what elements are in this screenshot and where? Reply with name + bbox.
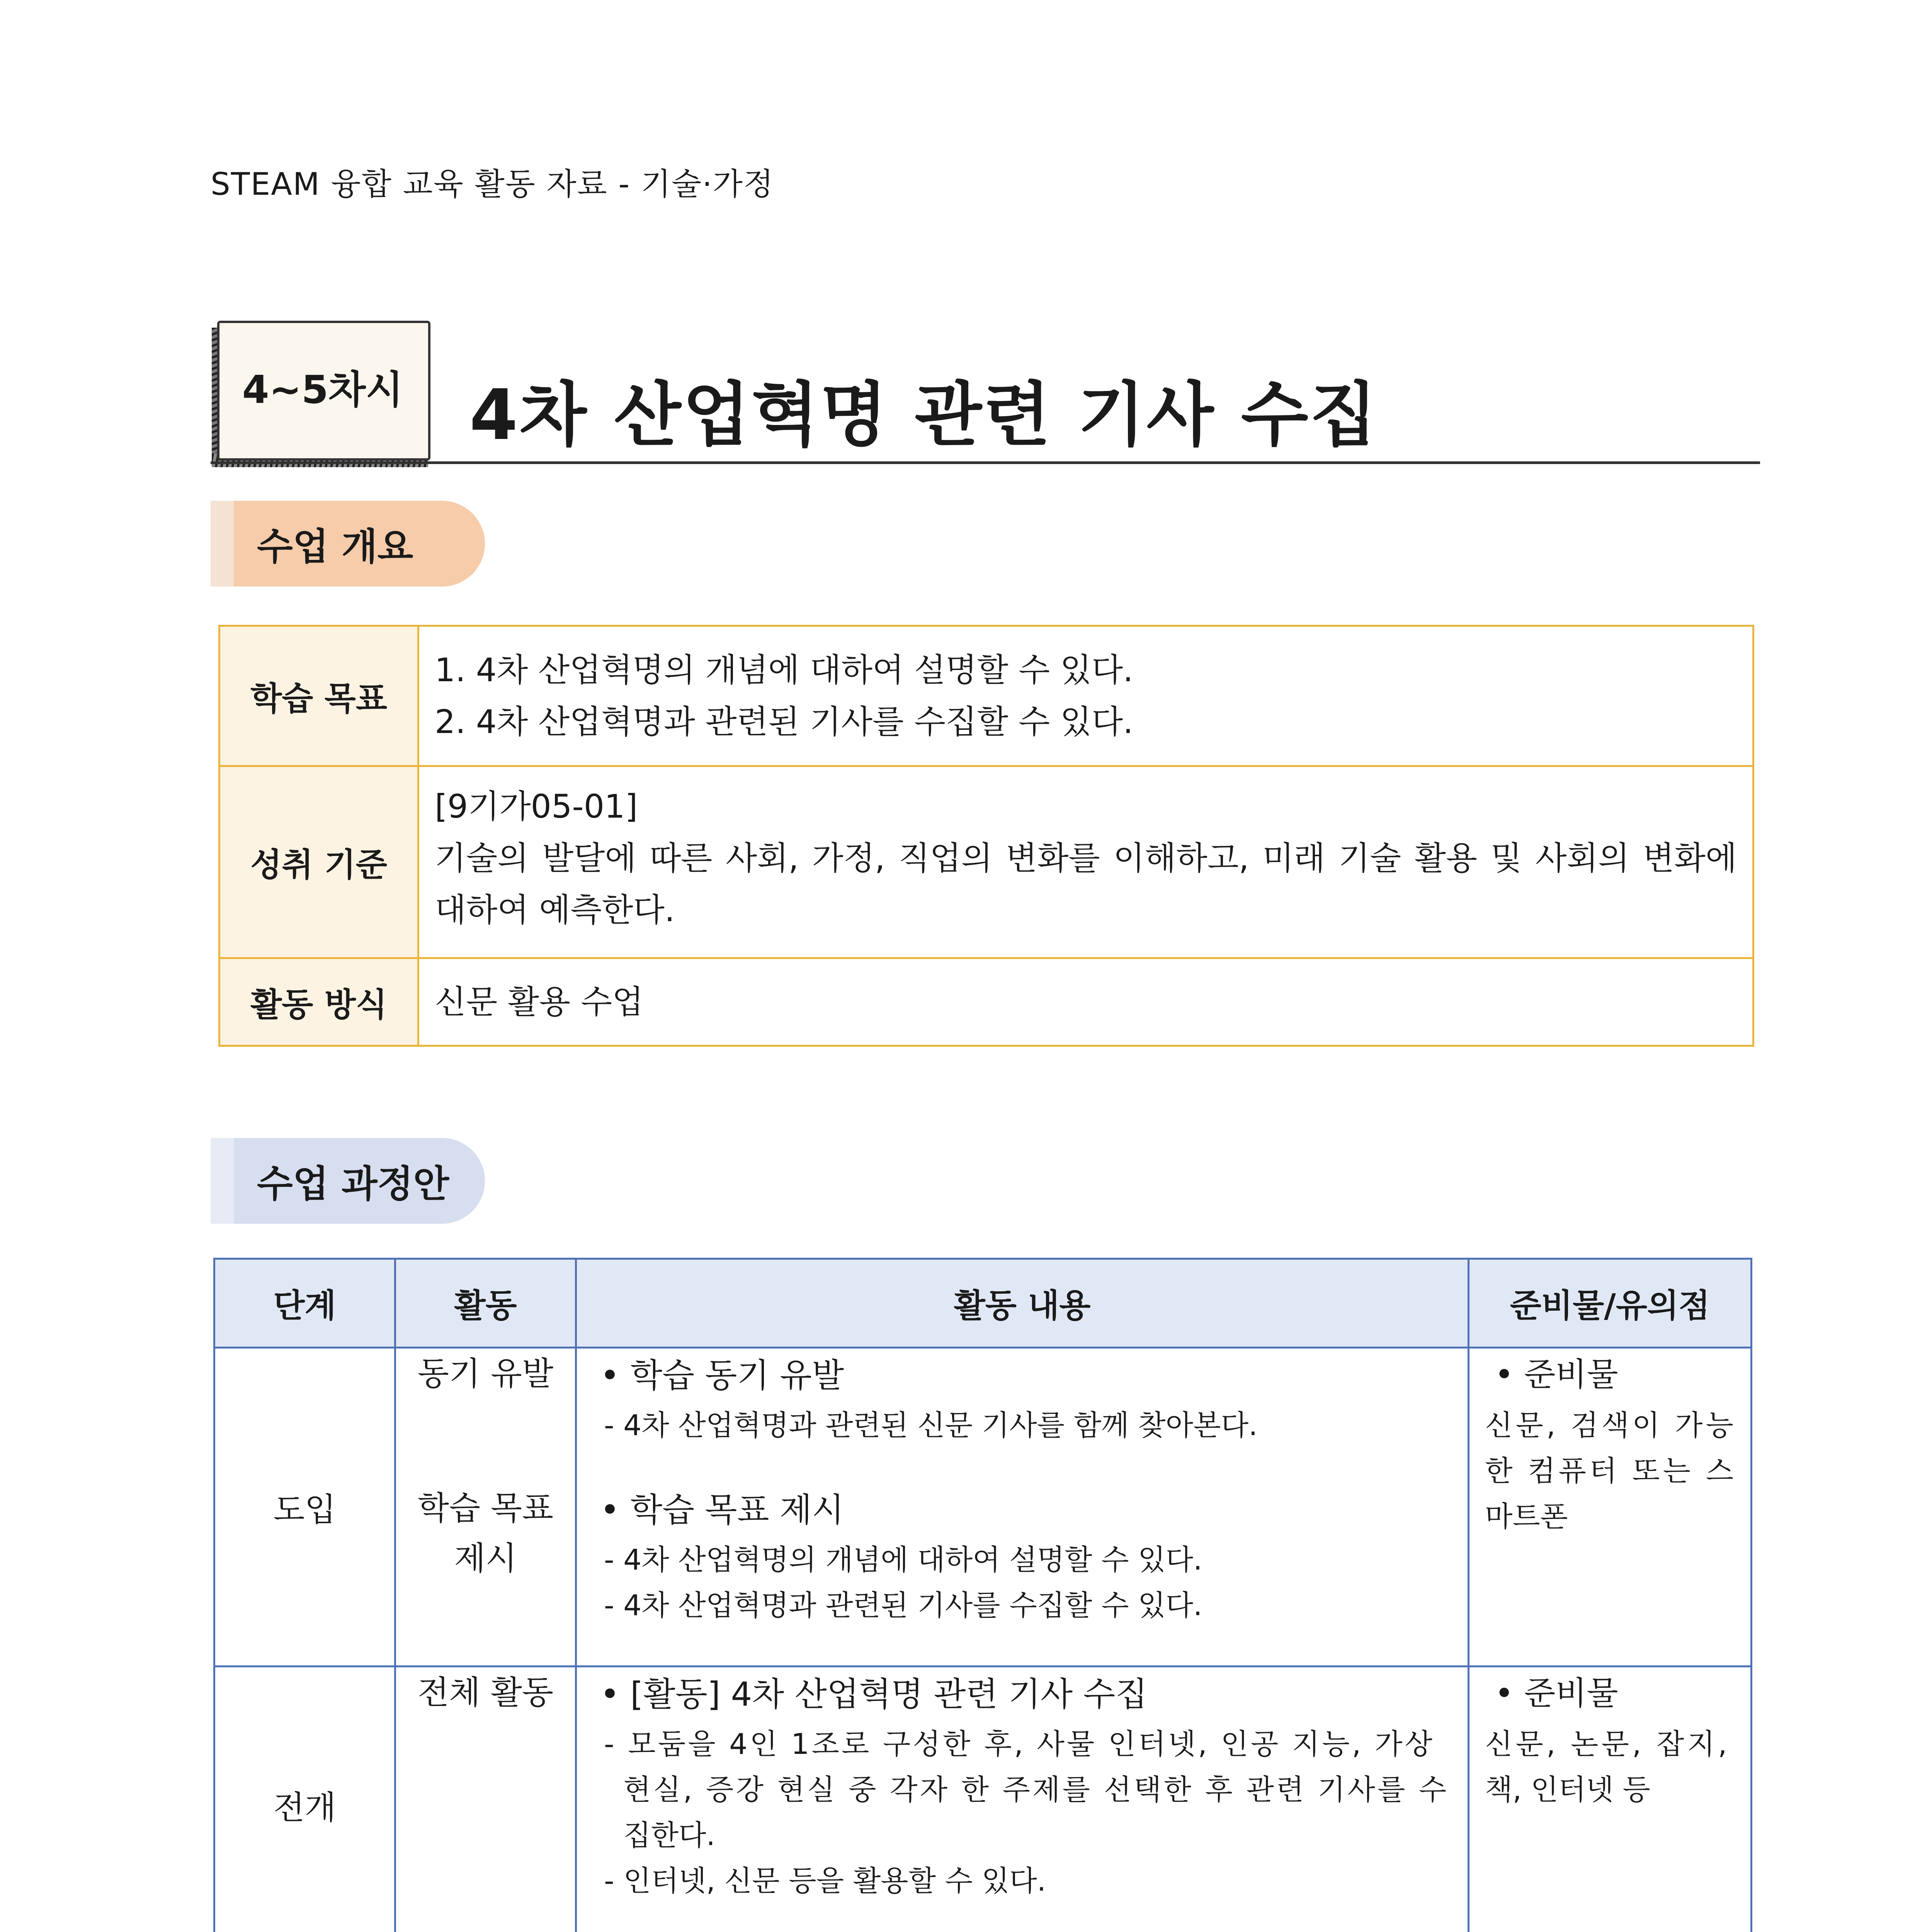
overview-value	[419, 959, 1752, 1045]
materials-line: 한 컴퓨터 또는 스	[1485, 1454, 1736, 1488]
content-detail: 현실, 증강 현실 중 각자 한 주제를 선택한 후 관련 기사를 수	[623, 1773, 1449, 1806]
activity-label: 전체 활동	[417, 1673, 554, 1711]
session-badge-label: 4~5차시	[242, 367, 403, 412]
section-overview-heading	[211, 501, 485, 587]
overview-row-goals	[220, 627, 1752, 767]
materials-line: 마트폰	[1485, 1500, 1568, 1533]
overview-label: 활동 방식	[220, 959, 419, 1045]
materials-line: 신문, 검색이 가능	[1485, 1409, 1736, 1442]
standard-code: [9기가05-01]	[435, 787, 638, 825]
process-row-intro	[215, 1349, 1750, 1667]
overview-row-standards	[220, 767, 1752, 959]
overview-value	[419, 627, 1752, 765]
activity-label: 제시	[454, 1539, 517, 1577]
content-detail: - 4차 산업혁명과 관련된 기사를 수집할 수 있다.	[604, 1589, 1202, 1622]
lesson-title: 4차 산업혁명 관련 기사 수집	[469, 375, 1379, 456]
section-process-label: 수업 과정안	[257, 1162, 449, 1206]
materials-cell	[1469, 1667, 1750, 1932]
content-cell	[577, 1667, 1469, 1932]
method-text: 신문 활용 수업	[435, 983, 644, 1021]
activity-cell	[396, 1349, 577, 1665]
materials-heading: • 준비물	[1495, 1355, 1618, 1393]
header-content: 활동 내용	[577, 1260, 1469, 1347]
materials-heading: • 준비물	[1495, 1674, 1618, 1712]
materials-cell	[1469, 1349, 1750, 1665]
section-process-heading	[211, 1138, 485, 1224]
header-activity: 활동	[396, 1260, 577, 1347]
section-overview-label: 수업 개요	[257, 525, 413, 568]
standard-text: 기술의 발달에 따른 사회, 가정, 직업의 변화를 이해하고, 미래 기술 활용 및 사회의 변화에 대하여 예측한다.	[435, 839, 1737, 929]
goal-line-2: 2. 4차 산업혁명과 관련된 기사를 수집할 수 있다.	[435, 703, 1133, 741]
process-row-develop	[215, 1667, 1750, 1932]
content-bullet: • [활동] 4차 산업혁명 관련 기사 수집	[600, 1675, 1148, 1714]
overview-label: 성취 기준	[220, 767, 419, 957]
goal-line-1: 1. 4차 산업혁명의 개념에 대하여 설명할 수 있다.	[435, 651, 1133, 689]
activity-cell	[396, 1667, 577, 1932]
session-badge	[212, 316, 431, 468]
process-table	[213, 1258, 1752, 1932]
content-bullet: • 학습 동기 유발	[600, 1356, 844, 1395]
content-detail: - 모둠을 4인 1조로 구성한 후, 사물 인터넷, 인공 지능, 가상	[604, 1728, 1435, 1761]
header-stage: 단계	[215, 1260, 396, 1347]
overview-value	[419, 767, 1752, 957]
overview-label: 학습 목표	[220, 627, 419, 765]
content-bullet: • 학습 목표 제시	[600, 1491, 844, 1529]
title-divider	[211, 461, 1760, 464]
content-detail: 집한다.	[623, 1819, 715, 1852]
activity-label: 동기 유발	[417, 1355, 554, 1393]
content-detail: - 4차 산업혁명의 개념에 대하여 설명할 수 있다.	[604, 1543, 1202, 1577]
stage-cell: 전개	[215, 1667, 396, 1932]
stage-cell: 도입	[215, 1349, 396, 1665]
materials-line: 신문, 논문, 잡지,	[1485, 1728, 1730, 1761]
header-materials: 준비물/유의점	[1510, 1287, 1710, 1325]
content-detail: - 4차 산업혁명과 관련된 신문 기사를 함께 찾아본다.	[604, 1409, 1258, 1442]
overview-row-method	[220, 959, 1752, 1045]
materials-line: 책, 인터넷 등	[1485, 1773, 1650, 1806]
document-header: STEAM 융합 교육 활동 자료 - 기술·가정	[211, 166, 774, 202]
process-header-row	[215, 1260, 1750, 1349]
activity-label: 학습 목표	[417, 1489, 554, 1527]
content-cell	[577, 1349, 1469, 1665]
content-detail: - 인터넷, 신문 등을 활용할 수 있다.	[604, 1864, 1046, 1898]
overview-table	[218, 625, 1754, 1047]
